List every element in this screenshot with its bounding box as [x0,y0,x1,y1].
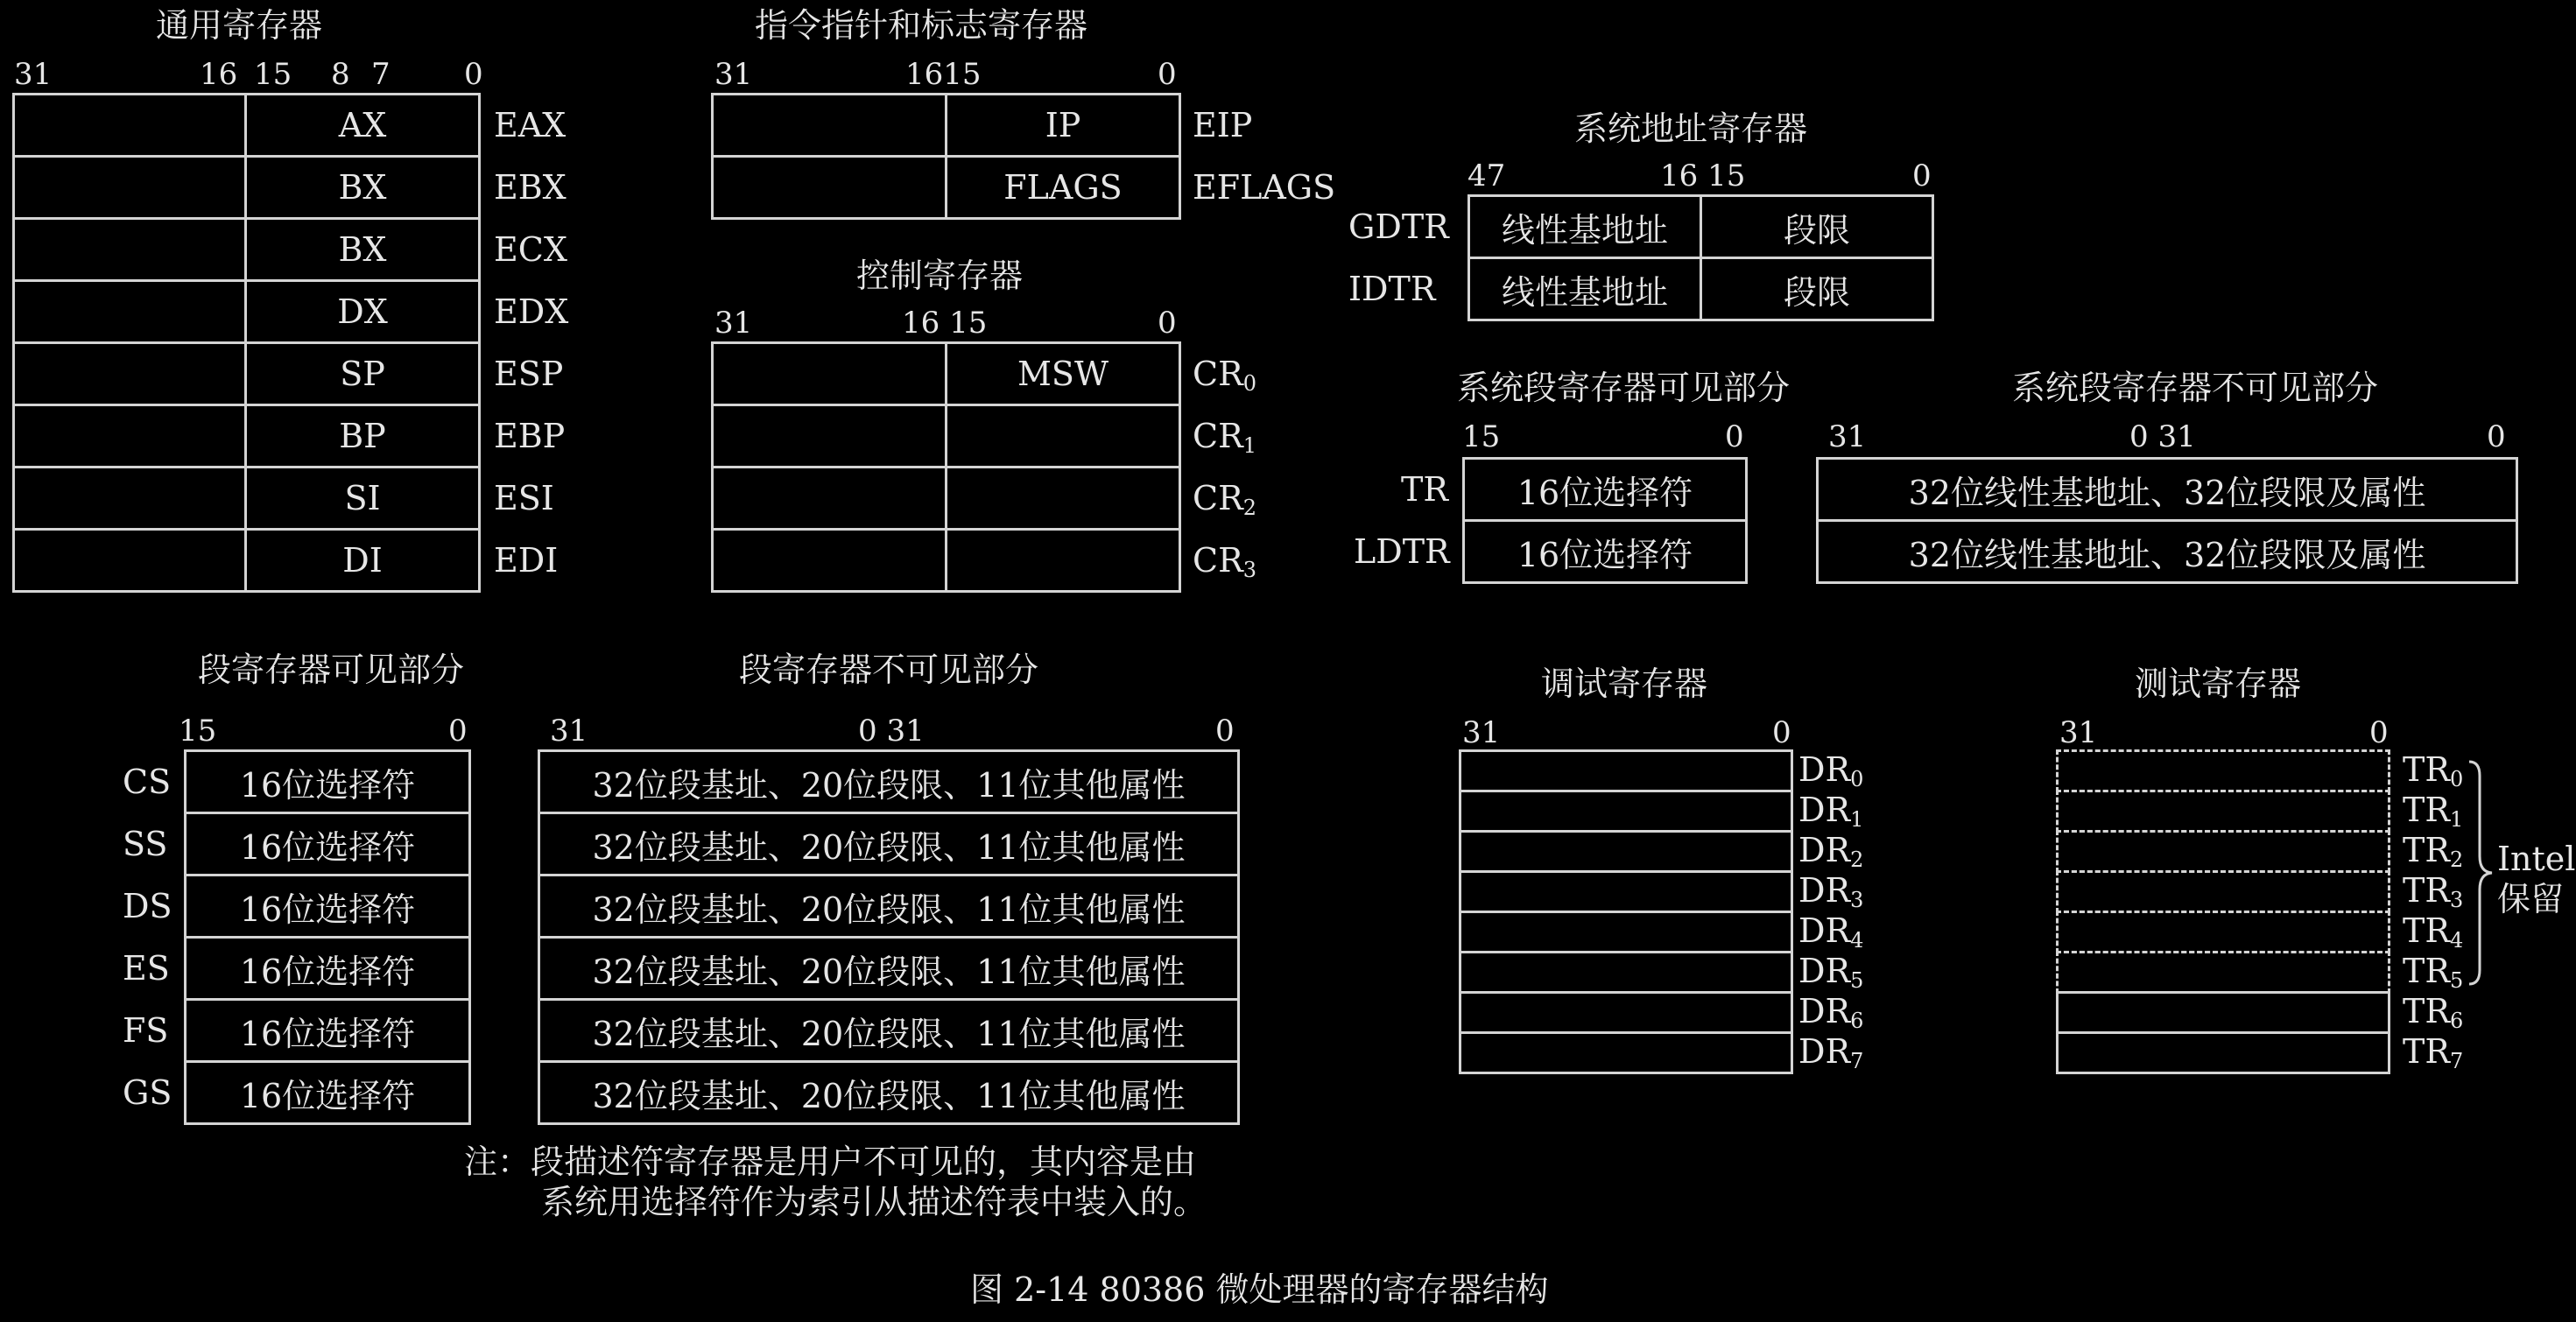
segment-visible-title: 段寄存器可见部分 [198,650,465,689]
general-register-high-half [12,217,247,282]
system-segment-visible-title: 系统段寄存器可见部分 [1457,369,1791,407]
segment-selector: 16位选择符 [184,1060,471,1125]
debug-register-name [1798,992,1864,1033]
control-register-name [1193,541,1256,582]
control-register-high-half [711,404,947,468]
control-register-low-half [945,528,1181,593]
control-register-name-subscript: 0 [1242,371,1256,396]
debug-register-cell [1459,749,1793,792]
segment-register-name: DS [123,887,172,925]
bit-label-7: 7 [371,57,391,92]
test-bit-31: 31 [2059,715,2098,750]
general-register-high-half [12,341,247,406]
debug-bit-31: 31 [1462,715,1501,750]
sysseg-register-name: TR [1401,470,1448,509]
debug-register-name-subscript: 1 [1850,807,1864,832]
debug-register-name [1798,750,1864,791]
general-register-low-half: BP [244,404,481,468]
debug-register-name-base: DR [1798,1032,1851,1071]
control-register-low-half: MSW [945,341,1181,406]
test-register-cell [2056,911,2390,953]
reserved-brace [2466,758,2501,988]
test-register-name-base: TR [2403,871,2450,910]
test-register-name [2403,1032,2464,1073]
debug-register-name-subscript: 5 [1850,968,1864,993]
control-register-name-base: CR [1193,541,1243,580]
seg-invisible-bit-31: 31 [550,714,588,749]
control-register-name-base: CR [1193,355,1243,393]
sysseg-selector: 16位选择符 [1462,457,1748,522]
control-bit-31: 31 [714,306,753,341]
debug-register-name [1798,954,1863,991]
bit-label-16: 16 [200,57,238,92]
general-register-name: EDX [494,292,569,331]
general-register-high-half [12,404,247,468]
test-register-cell [2056,870,2390,913]
bit-label-0: 0 [464,57,483,92]
general-register-high-half [12,279,247,344]
debug-register-name-subscript: 7 [1850,1049,1864,1073]
control-register-name [1193,479,1256,520]
control-register-low-half [945,466,1181,531]
test-register-name-base: TR [2403,791,2450,829]
segment-descriptor: 32位段基址、20位段限、11位其他属性 [538,936,1240,1001]
segment-selector: 16位选择符 [184,812,471,876]
test-register-cell [2056,951,2390,994]
segment-invisible-title: 段寄存器不可见部分 [739,650,1039,689]
general-register-low-half: BX [244,217,481,282]
seg-visible-bit-0: 0 [448,714,468,749]
sysseg-invisible-bit-31: 31 [1828,419,1867,454]
test-register-name [2403,793,2463,830]
test-registers-title: 测试寄存器 [2135,665,2302,703]
seg-visible-bit-15: 15 [179,714,217,749]
pointer-bit-0: 0 [1158,57,1177,92]
debug-registers-title: 调试寄存器 [1541,665,1708,703]
test-register-name [2403,750,2464,791]
segment-descriptor: 32位段基址、20位段限、11位其他属性 [538,998,1240,1063]
debug-register-cell [1459,951,1793,994]
test-register-name-base: TR [2403,750,2450,789]
test-register-name-base: TR [2403,1032,2450,1071]
pointer-register-high-half [711,93,947,158]
sysseg-visible-bit-15: 15 [1462,419,1501,454]
debug-register-name-base: DR [1798,911,1851,950]
test-register-cell [2056,749,2390,792]
sysseg-descriptor: 32位线性基地址、32位段限及属性 [1816,457,2518,522]
seg-invisible-bit-0: 0 [1215,714,1235,749]
control-register-name [1193,419,1256,456]
segment-descriptor: 32位段基址、20位段限、11位其他属性 [538,874,1240,939]
general-register-low-half: BX [244,155,481,220]
test-register-name [2403,911,2464,953]
test-register-name-base: TR [2403,992,2450,1030]
segment-descriptor: 32位段基址、20位段限、11位其他属性 [538,1060,1240,1125]
sysaddr-limit: 段限 [1700,194,1934,259]
segment-register-name: SS [123,825,168,863]
note-line2: 系统用选择符作为索引从描述符表中装入的。 [541,1183,1207,1221]
pointer-bit-31: 31 [714,57,753,92]
pointer-register-low-half: FLAGS [945,155,1181,220]
sysseg-visible-bit-0: 0 [1725,419,1744,454]
test-register-name-base: TR [2403,911,2450,950]
debug-register-name-base: DR [1798,750,1851,789]
sysaddr-linear-base: 线性基地址 [1467,194,1702,259]
test-register-name-subscript: 7 [2449,1049,2464,1073]
debug-register-cell [1459,830,1793,873]
sysaddr-bit-47: 47 [1467,158,1506,193]
general-register-name: ECX [494,230,567,269]
test-register-cell [2056,991,2390,1034]
general-registers-title: 通用寄存器 [156,6,323,45]
test-register-cell [2056,830,2390,873]
control-register-high-half [711,466,947,531]
debug-register-name-subscript: 2 [1850,847,1864,872]
general-register-low-half: AX [244,93,481,158]
segment-selector: 16位选择符 [184,749,471,814]
segment-selector: 16位选择符 [184,874,471,939]
segment-register-name: CS [123,763,172,801]
test-register-name-base: TR [2403,952,2450,990]
general-register-name: EBP [494,417,566,455]
debug-register-cell [1459,911,1793,953]
system-segment-invisible-title: 系统段寄存器不可见部分 [2012,369,2379,407]
test-register-cell [2056,1031,2390,1074]
test-register-name [2403,871,2464,912]
sysaddr-register-name: GDTR [1348,207,1449,246]
debug-register-cell [1459,870,1793,913]
test-register-name-subscript: 3 [2449,888,2464,912]
general-register-high-half [12,155,247,220]
pointer-register-high-half [711,155,947,220]
sysaddr-bit-0: 0 [1912,158,1932,193]
general-register-low-half: DI [244,528,481,593]
figure-caption: 图 2-14 80386 微处理器的寄存器结构 [970,1270,1549,1309]
segment-register-name: ES [123,949,170,988]
debug-register-name-base: DR [1798,992,1851,1030]
control-register-high-half [711,528,947,593]
segment-selector: 16位选择符 [184,998,471,1063]
control-register-name-base: CR [1193,479,1243,517]
bit-label-15: 15 [254,57,292,92]
segment-register-name: GS [123,1073,172,1112]
note-line1: 注：段描述符寄存器是用户不可见的，其内容是由 [464,1143,1197,1181]
control-register-name [1193,357,1256,394]
debug-register-cell [1459,1031,1793,1074]
debug-register-name-base: DR [1798,952,1851,990]
pointer-register-low-half: IP [945,93,1181,158]
general-register-low-half: DX [244,279,481,344]
sysseg-selector: 16位选择符 [1462,519,1748,584]
sysseg-register-name: LDTR [1354,532,1450,571]
debug-register-name-base: DR [1798,831,1851,869]
segment-descriptor: 32位段基址、20位段限、11位其他属性 [538,749,1240,814]
pointer-register-name: EIP [1193,106,1253,144]
test-register-name-subscript: 5 [2449,968,2464,993]
segment-register-name: FS [123,1011,169,1050]
debug-register-name [1798,793,1863,830]
debug-register-name [1798,833,1863,870]
test-bit-0: 0 [2369,715,2389,750]
system-address-registers-title: 系统地址寄存器 [1574,109,1808,148]
general-register-high-half [12,93,247,158]
pointer-register-name: EFLAGS [1193,168,1336,207]
control-register-name-subscript: 3 [1242,558,1256,582]
test-register-name-base: TR [2403,831,2450,869]
debug-register-name-subscript: 4 [1850,928,1864,953]
control-register-high-half [711,341,947,406]
pointer-bit-16-15: 1615 [905,57,982,92]
control-register-name-subscript: 2 [1242,496,1256,520]
general-register-low-half: SI [244,466,481,531]
test-register-name-subscript: 2 [2449,847,2464,872]
segment-descriptor: 32位段基址、20位段限、11位其他属性 [538,812,1240,876]
control-register-low-half [945,404,1181,468]
control-bit-16-15: 16 15 [902,306,988,341]
control-register-name-subscript: 1 [1242,433,1256,458]
general-register-name: ESP [494,355,564,393]
debug-register-name-subscript: 3 [1850,888,1864,912]
sysaddr-bit-16-15: 16 15 [1660,158,1746,193]
test-register-name [2403,833,2463,870]
debug-register-name [1798,871,1864,912]
test-register-name-subscript: 4 [2449,928,2464,953]
bit-label-31: 31 [14,57,53,92]
general-register-high-half [12,466,247,531]
test-register-name-subscript: 6 [2449,1009,2464,1033]
sysaddr-limit: 段限 [1700,257,1934,321]
test-register-name-subscript: 0 [2449,767,2464,791]
general-register-low-half: SP [244,341,481,406]
debug-bit-0: 0 [1772,715,1791,750]
intel-reserved-label-line1: Intel [2497,840,2576,878]
seg-invisible-bit-0-31: 0 31 [858,714,925,749]
test-register-name [2403,954,2463,991]
debug-register-cell [1459,991,1793,1034]
general-register-name: ESI [494,479,554,517]
intel-reserved-label-line2: 保留 [2497,880,2565,918]
test-register-name [2403,992,2464,1033]
general-register-name: EDI [494,541,559,580]
sysseg-invisible-bit-0-31: 0 31 [2129,419,2196,454]
debug-register-name-subscript: 6 [1850,1009,1864,1033]
debug-register-name [1798,911,1864,953]
general-register-name: EAX [494,106,567,144]
sysseg-descriptor: 32位线性基地址、32位段限及属性 [1816,519,2518,584]
debug-register-cell [1459,790,1793,833]
test-register-cell [2056,790,2390,833]
debug-register-name-subscript: 0 [1850,767,1864,791]
segment-selector: 16位选择符 [184,936,471,1001]
sysaddr-register-name: IDTR [1348,270,1436,308]
control-registers-title: 控制寄存器 [856,257,1024,295]
control-register-name-base: CR [1193,417,1243,455]
general-register-high-half [12,528,247,593]
sysseg-invisible-bit-0: 0 [2487,419,2506,454]
debug-register-name-base: DR [1798,791,1851,829]
sysaddr-linear-base: 线性基地址 [1467,257,1702,321]
test-register-name-subscript: 1 [2449,807,2464,832]
general-register-name: EBX [494,168,567,207]
bit-label-8: 8 [331,57,350,92]
pointer-registers-title: 指令指针和标志寄存器 [755,6,1088,45]
control-bit-0: 0 [1158,306,1177,341]
debug-register-name-base: DR [1798,871,1851,910]
debug-register-name [1798,1032,1864,1073]
